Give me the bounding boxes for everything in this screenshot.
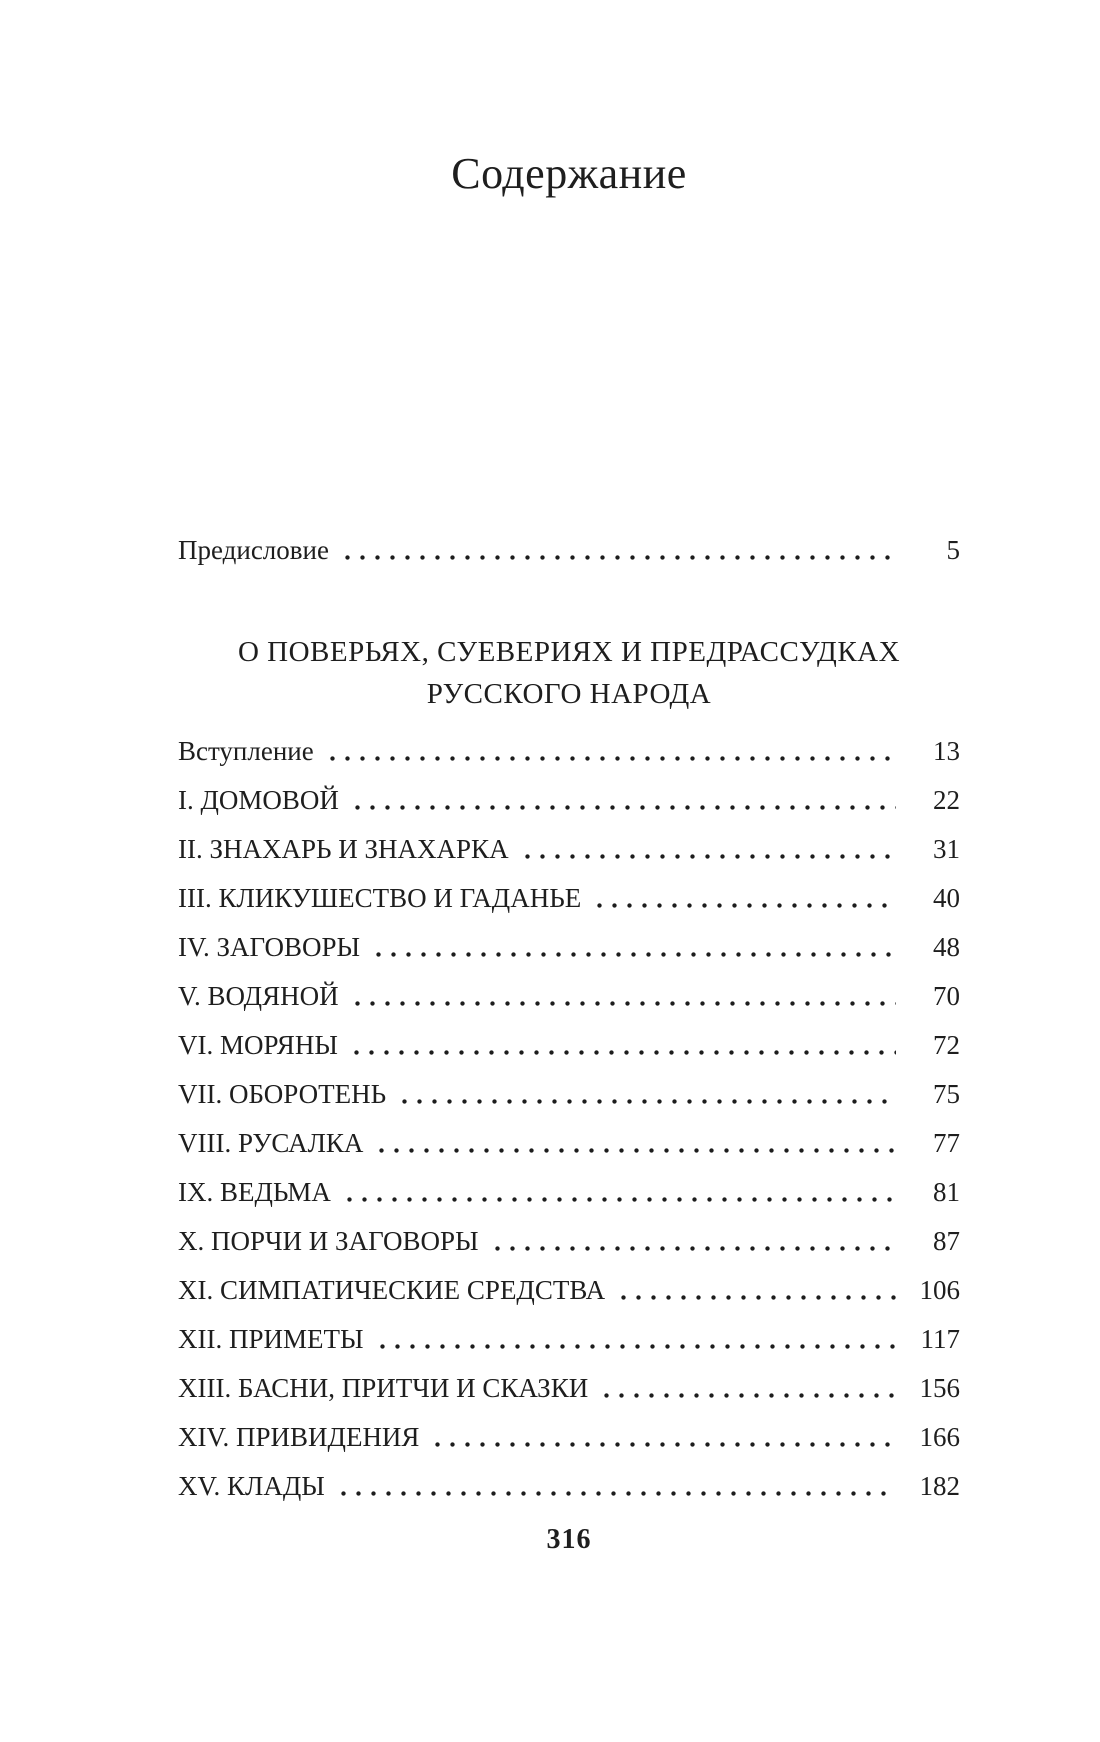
dot-leader <box>600 1375 896 1402</box>
toc-entry-label: III. КЛИКУШЕСТВО И ГАДАНЬЕ <box>178 883 582 914</box>
dot-leader <box>431 1424 896 1451</box>
toc-entry-label: VII. ОБОРОТЕНЬ <box>178 1079 387 1110</box>
toc-front-list <box>178 537 960 564</box>
toc-entry-label: XII. ПРИМЕТЫ <box>178 1324 364 1355</box>
toc-content <box>178 0 960 1556</box>
toc-row <box>178 738 960 765</box>
toc-entry-page: 40 <box>933 883 960 914</box>
dot-leader <box>376 1326 896 1353</box>
toc-row <box>178 1473 960 1500</box>
dot-leader <box>491 1228 896 1255</box>
dot-leader <box>337 1473 896 1500</box>
dot-leader <box>521 836 896 863</box>
toc-row <box>178 1326 960 1353</box>
toc-entry-label: XI. СИМПАТИЧЕСКИЕ СРЕДСТВА <box>178 1275 606 1306</box>
toc-row <box>178 537 960 564</box>
toc-row <box>178 1277 960 1304</box>
section-heading-line2: РУССКОГО НАРОДА <box>426 678 712 711</box>
toc-entry-page: 182 <box>919 1471 960 1502</box>
toc-entry-page: 106 <box>919 1275 960 1306</box>
toc-row <box>178 1228 960 1255</box>
dot-leader <box>341 537 896 564</box>
toc-row <box>178 1424 960 1451</box>
dot-leader <box>326 738 896 765</box>
footer-page-number: 316 <box>546 1524 592 1556</box>
dot-leader <box>350 1032 896 1059</box>
toc-row <box>178 885 960 912</box>
toc-entry-label: XIV. ПРИВИДЕНИЯ <box>178 1422 420 1453</box>
toc-row <box>178 1375 960 1402</box>
page-title: Содержание <box>451 149 687 198</box>
toc-entry-label: II. ЗНАХАРЬ И ЗНАХАРКА <box>178 834 509 865</box>
dot-leader <box>593 885 896 912</box>
toc-entry-page: 5 <box>946 535 960 566</box>
toc-entry-label: VI. МОРЯНЫ <box>178 1030 338 1061</box>
toc-entry-label: V. ВОДЯНОЙ <box>178 981 339 1012</box>
dot-leader <box>351 983 896 1010</box>
toc-entry-page: 156 <box>919 1373 960 1404</box>
toc-entry-page: 31 <box>933 834 960 865</box>
toc-row <box>178 1179 960 1206</box>
dot-leader <box>375 1130 896 1157</box>
section-heading-line1: О ПОВЕРЬЯХ, СУЕВЕРИЯХ И ПРЕДРАССУДКАХ <box>237 636 901 669</box>
toc-entry-label: IV. ЗАГОВОРЫ <box>178 932 361 963</box>
toc-entry-page: 117 <box>920 1324 960 1355</box>
toc-entry-label: Предисловие <box>178 535 329 566</box>
toc-entry-page: 22 <box>933 785 960 816</box>
toc-row <box>178 1130 960 1157</box>
dot-leader <box>351 787 896 814</box>
toc-section-list <box>178 738 960 1500</box>
toc-row <box>178 787 960 814</box>
toc-entry-page: 72 <box>933 1030 960 1061</box>
toc-row <box>178 1032 960 1059</box>
toc-entry-page: 48 <box>933 932 960 963</box>
toc-entry-label: X. ПОРЧИ И ЗАГОВОРЫ <box>178 1226 479 1257</box>
dot-leader <box>398 1081 896 1108</box>
toc-entry-page: 87 <box>933 1226 960 1257</box>
dot-leader <box>617 1277 896 1304</box>
toc-entry-page: 77 <box>933 1128 960 1159</box>
toc-entry-page: 13 <box>933 736 960 767</box>
toc-entry-label: I. ДОМОВОЙ <box>178 785 339 816</box>
toc-entry-page: 166 <box>919 1422 960 1453</box>
toc-entry-label: VIII. РУСАЛКА <box>178 1128 364 1159</box>
toc-row <box>178 983 960 1010</box>
dot-leader <box>343 1179 896 1206</box>
toc-entry-label: XIII. БАСНИ, ПРИТЧИ И СКАЗКИ <box>178 1373 589 1404</box>
section-heading <box>178 631 960 715</box>
toc-row <box>178 934 960 961</box>
dot-leader <box>372 934 896 961</box>
toc-entry-page: 75 <box>933 1079 960 1110</box>
toc-entry-label: XV. КЛАДЫ <box>178 1471 325 1502</box>
toc-entry-page: 70 <box>933 981 960 1012</box>
toc-row <box>178 1081 960 1108</box>
toc-entry-label: Вступление <box>178 736 314 767</box>
toc-entry-label: IX. ВЕДЬМА <box>178 1177 331 1208</box>
toc-entry-page: 81 <box>933 1177 960 1208</box>
toc-row <box>178 836 960 863</box>
